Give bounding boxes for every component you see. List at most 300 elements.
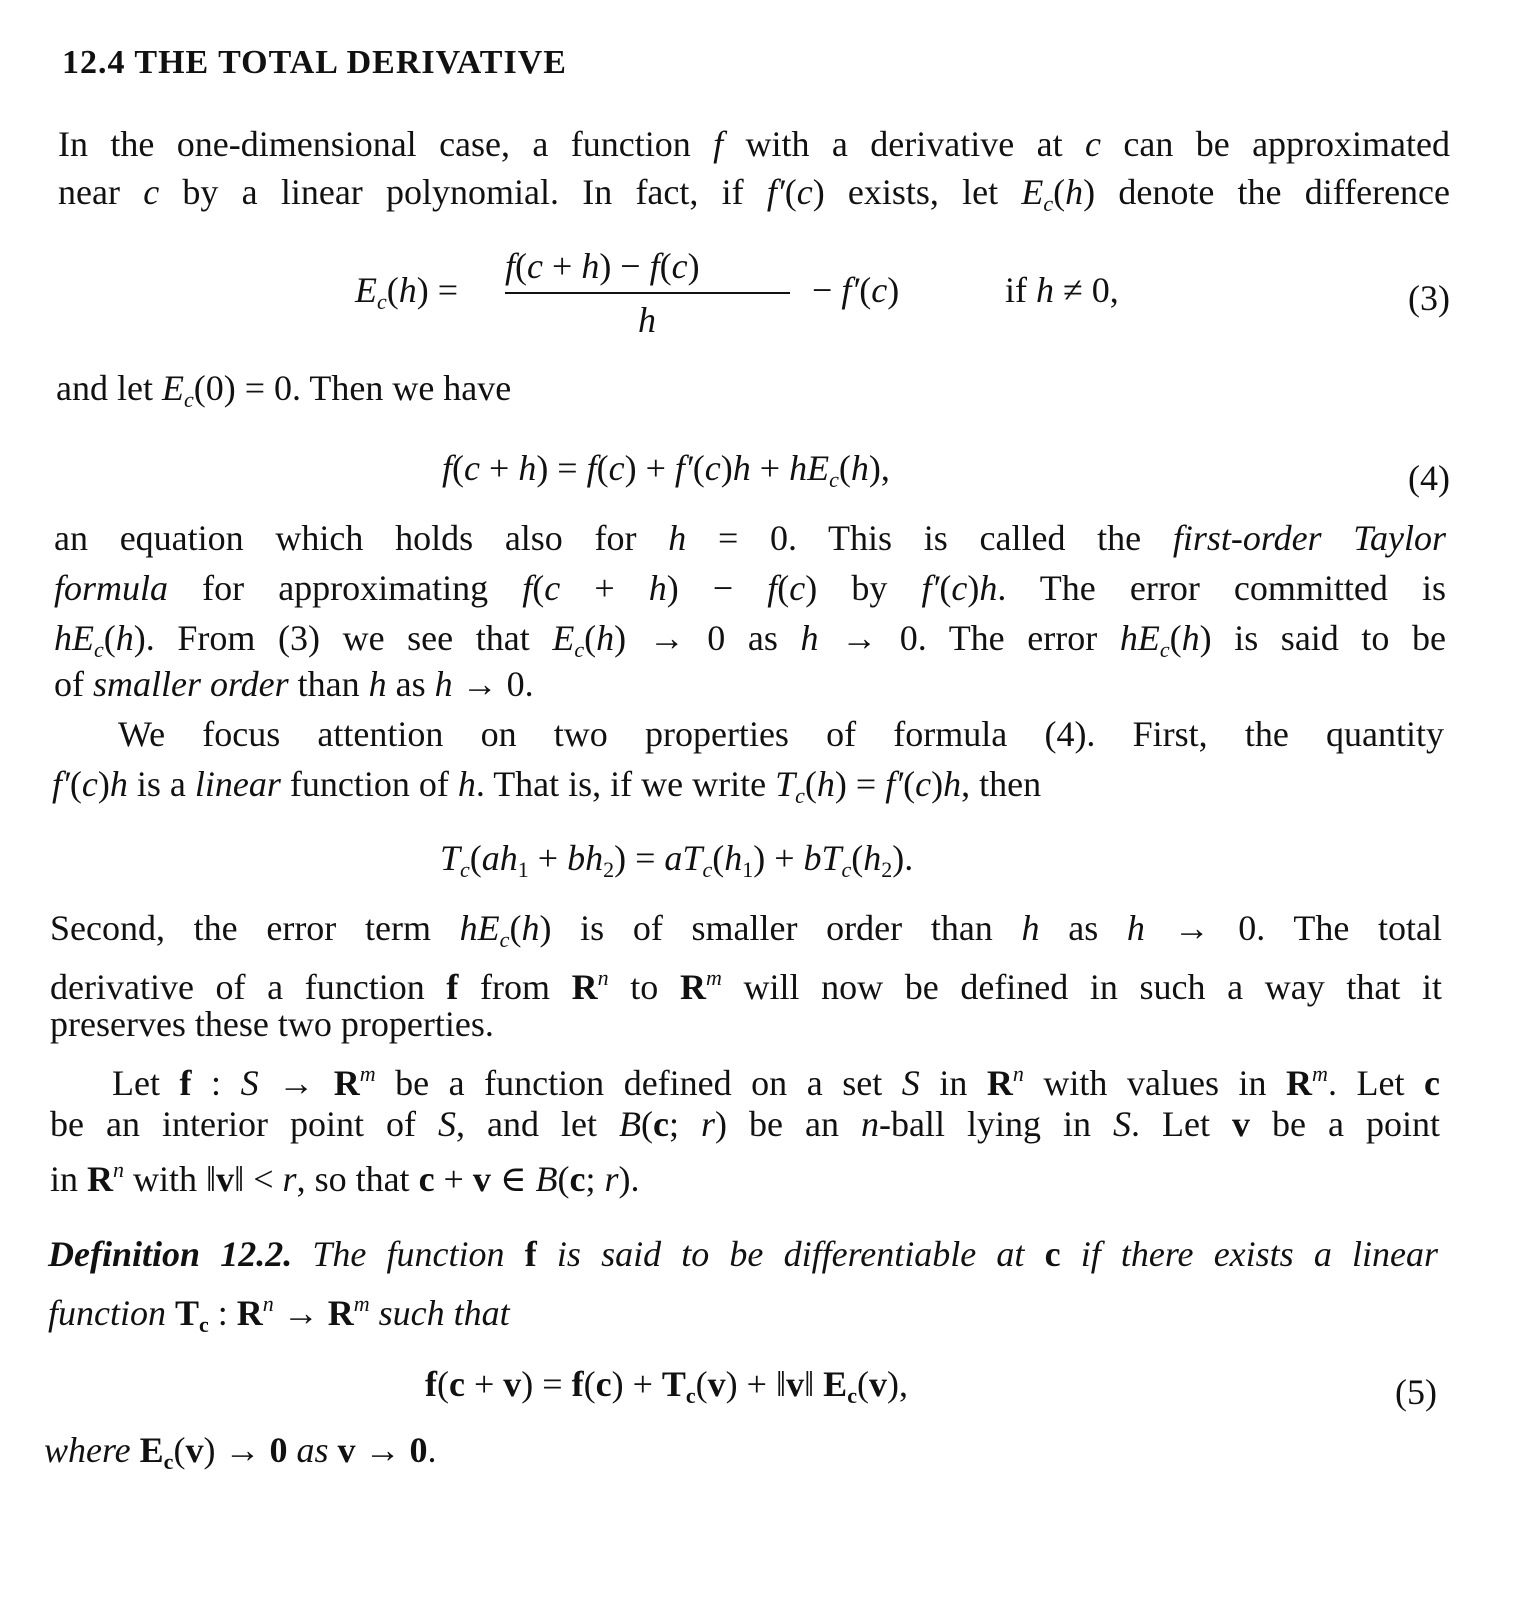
text-segment: an equation which holds also for bbox=[54, 518, 669, 558]
text-segment: function bbox=[48, 1293, 175, 1333]
text-segment: ) exists, let bbox=[812, 172, 1022, 212]
text-segment: f bbox=[446, 967, 459, 1007]
text-segment: + bbox=[543, 246, 582, 286]
text-segment: v bbox=[185, 1430, 204, 1470]
text-segment: c bbox=[595, 1364, 612, 1404]
text-segment: from bbox=[458, 967, 572, 1007]
text-segment: ) be an bbox=[714, 1104, 861, 1144]
text-segment: → bbox=[258, 1063, 334, 1103]
text-segment: be an interior point of bbox=[50, 1104, 438, 1144]
text-segment: h bbox=[521, 908, 540, 948]
text-segment: v bbox=[707, 1364, 726, 1404]
definition-line bbox=[44, 1428, 436, 1484]
text-segment: ( bbox=[712, 838, 725, 878]
text-segment: S bbox=[901, 1063, 920, 1103]
text-segment: n bbox=[113, 1157, 125, 1182]
text-segment: f bbox=[586, 448, 597, 488]
text-segment: h bbox=[863, 838, 882, 878]
text-segment: E bbox=[823, 1364, 848, 1404]
text-segment: T bbox=[775, 764, 796, 804]
text-segment: ( bbox=[851, 838, 864, 878]
text-segment: − bbox=[812, 270, 842, 310]
text-segment: ) bbox=[967, 568, 980, 608]
text-segment: ( bbox=[903, 764, 916, 804]
text-segment: if bbox=[1005, 270, 1036, 310]
text-segment: be a function defined on a set bbox=[375, 1063, 902, 1103]
text-line bbox=[50, 1102, 1440, 1146]
equation-3-numerator bbox=[505, 244, 700, 288]
text-segment: f′ bbox=[766, 172, 785, 212]
text-segment: ( bbox=[452, 448, 465, 488]
text-line bbox=[54, 516, 1446, 560]
text-segment: : bbox=[208, 1293, 237, 1333]
text-segment: h bbox=[457, 764, 476, 804]
text-line bbox=[52, 762, 1041, 818]
text-segment: , and let bbox=[455, 1104, 619, 1144]
text-segment: ( bbox=[692, 448, 705, 488]
text-segment: will now be defined in such a way that it bbox=[721, 967, 1443, 1007]
text-segment: ). bbox=[892, 838, 914, 878]
text-segment: c bbox=[685, 1383, 696, 1408]
text-segment: 1 bbox=[742, 857, 754, 882]
text-segment: n bbox=[860, 1104, 879, 1144]
text-segment: c bbox=[652, 1104, 669, 1144]
text-line bbox=[58, 122, 1450, 166]
equation-3-denominator bbox=[638, 298, 656, 342]
text-segment: → bbox=[273, 1293, 328, 1333]
text-segment: in bbox=[50, 1159, 88, 1199]
text-segment: c bbox=[464, 448, 480, 488]
text-segment: . That is, if we write bbox=[475, 764, 776, 804]
text-segment: R bbox=[87, 1159, 114, 1199]
text-segment: Definition 12.2. bbox=[48, 1234, 293, 1274]
text-segment: f′ bbox=[674, 448, 693, 488]
text-segment: f′ bbox=[841, 270, 860, 310]
text-line bbox=[58, 170, 1450, 226]
text-segment: ) + bbox=[611, 1364, 662, 1404]
text-segment: c bbox=[1424, 1063, 1440, 1103]
text-segment: hE bbox=[1119, 618, 1160, 658]
text-segment: v bbox=[472, 1159, 491, 1199]
text-segment: where bbox=[44, 1430, 140, 1470]
text-segment: h bbox=[109, 764, 128, 804]
text-segment: h bbox=[596, 618, 615, 658]
text-segment: f bbox=[505, 246, 516, 286]
text-segment: c bbox=[789, 568, 806, 608]
text-segment: c bbox=[418, 1159, 435, 1199]
text-segment: E bbox=[161, 368, 184, 408]
text-segment: ) − bbox=[666, 568, 768, 608]
text-segment: ( bbox=[804, 764, 817, 804]
text-segment: ( bbox=[437, 1364, 449, 1404]
text-segment: with a derivative at bbox=[723, 124, 1085, 164]
text-segment: with values in bbox=[1023, 1063, 1287, 1103]
text-line bbox=[50, 1002, 494, 1046]
text-segment: ) bbox=[931, 764, 944, 804]
text-segment: f bbox=[767, 568, 778, 608]
text-segment: n bbox=[597, 965, 609, 990]
text-segment: v bbox=[868, 1364, 887, 1404]
text-segment: f′ bbox=[885, 764, 904, 804]
text-line bbox=[54, 662, 534, 706]
text-segment: c bbox=[871, 270, 888, 310]
text-segment: linear bbox=[194, 764, 281, 804]
text-segment: m bbox=[1312, 1061, 1328, 1086]
text-segment: ( bbox=[584, 618, 597, 658]
text-segment: h bbox=[732, 448, 751, 488]
definition-line bbox=[48, 1282, 510, 1347]
text-segment: (0) = 0. Then we have bbox=[193, 368, 512, 408]
definition-line bbox=[48, 1232, 1438, 1276]
text-segment: c bbox=[527, 246, 543, 286]
text-segment: c bbox=[569, 1159, 586, 1199]
text-segment: c bbox=[199, 1312, 209, 1337]
equation-number: (5) bbox=[1395, 1372, 1437, 1412]
text-segment: hE bbox=[789, 448, 830, 488]
text-segment: c bbox=[796, 172, 813, 212]
text-segment: hE bbox=[459, 908, 500, 948]
text-segment: f bbox=[571, 1364, 584, 1404]
text-segment: ) is said to be bbox=[1199, 618, 1446, 658]
text-segment: c bbox=[951, 568, 968, 608]
text-segment: R bbox=[327, 1293, 354, 1333]
text-segment: near bbox=[58, 172, 144, 212]
section-heading: 12.4 THE TOTAL DERIVATIVE bbox=[62, 44, 567, 81]
text-segment: ( bbox=[640, 1104, 653, 1144]
text-segment: R bbox=[571, 967, 598, 1007]
equation-4 bbox=[442, 446, 890, 502]
text-segment: ) → 0 as bbox=[614, 618, 801, 658]
text-segment: c bbox=[795, 783, 805, 808]
text-segment: R bbox=[236, 1293, 263, 1333]
text-segment: h bbox=[518, 448, 537, 488]
text-segment: ( bbox=[583, 1364, 596, 1404]
text-segment: ; bbox=[668, 1104, 701, 1144]
text-segment: , then bbox=[961, 764, 1042, 804]
text-segment: ) bbox=[720, 448, 733, 488]
text-segment: n bbox=[1012, 1061, 1024, 1086]
text-segment: f bbox=[442, 448, 453, 488]
text-segment: f bbox=[713, 124, 724, 164]
text-segment: by a linear polynomial. In fact, if bbox=[159, 172, 767, 212]
text-segment: c bbox=[1043, 191, 1054, 216]
text-segment: as bbox=[1039, 908, 1127, 948]
text-segment: h bbox=[638, 300, 656, 340]
text-segment: ; bbox=[585, 1159, 605, 1199]
text-segment: h bbox=[979, 568, 998, 608]
text-segment: c bbox=[829, 467, 839, 492]
text-segment: c bbox=[449, 1364, 465, 1404]
text-segment: Second, the error term bbox=[50, 908, 460, 948]
text-segment: h bbox=[648, 568, 667, 608]
text-segment: formula bbox=[54, 568, 169, 608]
text-segment: 0 bbox=[269, 1430, 288, 1470]
text-segment: . The error committed is bbox=[997, 568, 1446, 608]
text-segment: and let bbox=[56, 368, 162, 408]
text-segment: hE bbox=[54, 618, 94, 658]
text-segment: f′ bbox=[921, 568, 940, 608]
text-segment: S bbox=[1112, 1104, 1131, 1144]
text-segment: to bbox=[608, 967, 680, 1007]
text-segment: ) bbox=[887, 270, 900, 310]
text-segment: + bbox=[480, 448, 519, 488]
text-segment: if there exists a linear bbox=[1060, 1234, 1439, 1274]
text-segment: c bbox=[1084, 124, 1101, 164]
text-segment: T bbox=[174, 1293, 199, 1333]
text-segment: is said to be differentiable at bbox=[536, 1234, 1045, 1274]
text-segment: m bbox=[353, 1291, 370, 1316]
text-segment: R bbox=[679, 967, 706, 1007]
text-segment: E bbox=[355, 270, 377, 310]
equation-3-condition bbox=[1005, 268, 1119, 312]
text-segment: h bbox=[850, 448, 869, 488]
equation-5 bbox=[425, 1362, 908, 1418]
text-line bbox=[112, 1052, 1440, 1105]
text-segment: + bbox=[560, 568, 649, 608]
text-segment: ( bbox=[103, 618, 116, 658]
text-segment: S bbox=[240, 1063, 259, 1103]
text-segment: B bbox=[618, 1104, 641, 1144]
text-segment: T bbox=[440, 838, 461, 878]
text-segment: r bbox=[604, 1159, 619, 1199]
text-segment: ), bbox=[868, 448, 890, 488]
text-segment: ( bbox=[1053, 172, 1066, 212]
text-segment: → bbox=[355, 1430, 410, 1470]
text-segment: 2 bbox=[881, 857, 893, 882]
text-segment: c bbox=[499, 927, 510, 952]
text-segment: E bbox=[139, 1430, 164, 1470]
text-segment: ) + bbox=[753, 838, 804, 878]
text-segment: . bbox=[427, 1430, 437, 1470]
text-segment: than bbox=[288, 664, 369, 704]
text-segment: We focus attention on two properties of formula (4). First, the quantity bbox=[118, 714, 1444, 754]
text-segment: ) + bbox=[624, 448, 675, 488]
equation-linearity bbox=[440, 836, 913, 892]
text-segment: The function bbox=[292, 1234, 525, 1274]
text-segment: E bbox=[552, 618, 575, 658]
text-segment: ) = bbox=[614, 838, 665, 878]
text-segment: ) bbox=[687, 246, 700, 286]
text-segment: ( bbox=[69, 764, 82, 804]
text-segment: c bbox=[847, 1383, 857, 1408]
text-segment: in bbox=[919, 1063, 987, 1103]
text-segment: ( bbox=[838, 448, 851, 488]
text-segment: ( bbox=[695, 1364, 708, 1404]
text-segment: c bbox=[377, 289, 387, 314]
text-segment: ) denote the difference bbox=[1083, 172, 1450, 212]
text-line bbox=[50, 906, 1442, 962]
text-segment: . Let bbox=[1327, 1063, 1424, 1103]
text-segment: r bbox=[282, 1159, 297, 1199]
text-segment: ( bbox=[469, 838, 482, 878]
text-segment: f bbox=[522, 568, 533, 608]
text-segment: 0 bbox=[409, 1430, 428, 1470]
text-segment: ( bbox=[596, 448, 609, 488]
text-segment: as bbox=[386, 664, 435, 704]
text-segment: h bbox=[668, 518, 687, 558]
text-line bbox=[118, 712, 1444, 756]
text-segment: m bbox=[359, 1061, 376, 1086]
text-segment: ‖ < bbox=[234, 1159, 283, 1199]
text-segment: f bbox=[179, 1063, 192, 1103]
text-segment: h bbox=[398, 270, 417, 310]
text-segment: B bbox=[535, 1159, 558, 1199]
text-segment: c bbox=[143, 172, 160, 212]
text-segment: c bbox=[81, 764, 98, 804]
text-segment: h bbox=[943, 764, 962, 804]
text-segment: c bbox=[608, 448, 625, 488]
text-segment: h bbox=[1021, 908, 1040, 948]
text-segment: h bbox=[368, 664, 387, 704]
text-segment: v bbox=[503, 1364, 522, 1404]
text-segment: ( bbox=[557, 1159, 570, 1199]
text-segment: h bbox=[1036, 270, 1054, 310]
text-segment: of bbox=[54, 664, 93, 704]
text-segment: v bbox=[786, 1364, 805, 1404]
text-segment: ( bbox=[386, 270, 399, 310]
text-segment: v bbox=[216, 1159, 235, 1199]
text-segment: R bbox=[986, 1063, 1013, 1103]
text-segment: ) − bbox=[599, 246, 650, 286]
text-segment: m bbox=[705, 965, 722, 990]
text-line bbox=[54, 566, 1446, 610]
text-segment: preserves these two properties. bbox=[50, 1004, 494, 1044]
fraction-bar bbox=[505, 292, 790, 294]
text-segment: can be approximated bbox=[1100, 124, 1450, 164]
text-segment: h bbox=[1126, 908, 1145, 948]
equation-number: (3) bbox=[1408, 278, 1450, 318]
text-segment: + bbox=[528, 838, 568, 878]
text-segment: f bbox=[524, 1234, 537, 1274]
text-segment: . Let bbox=[1130, 1104, 1232, 1144]
text-segment: smaller order bbox=[93, 664, 289, 704]
text-segment: c bbox=[544, 568, 561, 608]
text-segment: v bbox=[1231, 1104, 1250, 1144]
text-segment: such that bbox=[369, 1293, 510, 1333]
text-segment: r bbox=[700, 1104, 715, 1144]
text-segment: c bbox=[1044, 1234, 1061, 1274]
text-segment: c bbox=[702, 857, 713, 882]
text-segment: h bbox=[800, 618, 819, 658]
text-segment: derivative of a function bbox=[50, 967, 447, 1007]
text-segment: n bbox=[262, 1291, 274, 1316]
text-segment: c bbox=[841, 857, 852, 882]
text-segment: ) + ‖ bbox=[725, 1364, 787, 1404]
text-segment: ( bbox=[939, 568, 952, 608]
text-segment: ) by bbox=[805, 568, 922, 608]
text-segment: In the one-dimensional case, a function bbox=[58, 124, 714, 164]
text-segment: → 0. The error bbox=[818, 618, 1120, 658]
text-segment: ) bbox=[97, 764, 110, 804]
text-segment: + bbox=[750, 448, 790, 488]
text-segment: ) → bbox=[203, 1430, 270, 1470]
text-segment: bT bbox=[803, 838, 842, 878]
text-segment: c bbox=[574, 637, 585, 662]
text-segment: h bbox=[1181, 618, 1200, 658]
text-segment: h bbox=[1065, 172, 1084, 212]
equation-number: (4) bbox=[1408, 458, 1450, 498]
text-segment: ( bbox=[532, 568, 545, 608]
text-segment: f bbox=[425, 1364, 437, 1404]
text-segment: f bbox=[649, 246, 660, 286]
text-segment: ≠ 0, bbox=[1054, 270, 1119, 310]
text-segment: + bbox=[464, 1364, 504, 1404]
text-segment: h bbox=[816, 764, 835, 804]
text-segment: ) is of smaller order than bbox=[539, 908, 1022, 948]
text-segment: aT bbox=[664, 838, 703, 878]
text-segment: R bbox=[1286, 1063, 1313, 1103]
text-segment: first-order Taylor bbox=[1172, 518, 1446, 558]
text-segment: 2 bbox=[603, 857, 615, 882]
text-segment: h bbox=[724, 838, 743, 878]
text-segment: ) = bbox=[521, 1364, 572, 1404]
text-segment: + bbox=[434, 1159, 473, 1199]
text-segment: with ‖ bbox=[124, 1159, 217, 1199]
text-segment: : bbox=[191, 1063, 241, 1103]
text-segment: c bbox=[915, 764, 932, 804]
text-segment: ( bbox=[173, 1430, 186, 1470]
text-segment: is a bbox=[127, 764, 195, 804]
text-segment: -ball lying in bbox=[878, 1104, 1113, 1144]
text-segment: c bbox=[460, 857, 470, 882]
text-segment: ) = bbox=[536, 448, 587, 488]
text-segment: ( bbox=[515, 246, 528, 286]
text-segment: c bbox=[163, 1449, 174, 1474]
text-segment: ) = bbox=[416, 270, 459, 310]
text-line bbox=[56, 366, 511, 422]
text-segment: c bbox=[183, 387, 194, 412]
text-segment: ( bbox=[509, 908, 522, 948]
text-segment: → 0. The total bbox=[1144, 908, 1442, 948]
text-segment: h bbox=[434, 664, 453, 704]
text-segment: T bbox=[661, 1364, 686, 1404]
text-segment: for approximating bbox=[168, 568, 523, 608]
text-segment: ( bbox=[659, 246, 672, 286]
text-segment: ( bbox=[856, 1364, 869, 1404]
text-segment: ( bbox=[784, 172, 797, 212]
text-segment: c bbox=[94, 637, 104, 662]
text-segment: ) = bbox=[834, 764, 886, 804]
text-segment: f′ bbox=[52, 764, 70, 804]
text-segment: R bbox=[333, 1063, 360, 1103]
text-segment: ( bbox=[1169, 618, 1182, 658]
text-segment: ( bbox=[777, 568, 790, 608]
text-line bbox=[50, 1148, 640, 1201]
text-segment: S bbox=[437, 1104, 456, 1144]
text-segment: ( bbox=[859, 270, 872, 310]
text-segment: , so that bbox=[296, 1159, 419, 1199]
text-segment: function of bbox=[280, 764, 458, 804]
text-segment: v bbox=[337, 1430, 356, 1470]
text-segment: E bbox=[1021, 172, 1044, 212]
text-segment: Let bbox=[112, 1063, 180, 1103]
text-segment: c bbox=[1159, 637, 1170, 662]
text-segment: 1 bbox=[517, 857, 529, 882]
text-segment: ), bbox=[886, 1364, 908, 1404]
text-segment: be a point bbox=[1249, 1104, 1440, 1144]
text-segment: c bbox=[671, 246, 688, 286]
text-segment: c bbox=[704, 448, 721, 488]
text-segment: ∈ bbox=[490, 1159, 536, 1199]
text-segment: h bbox=[581, 246, 600, 286]
text-segment: as bbox=[287, 1430, 338, 1470]
text-segment: h bbox=[115, 618, 134, 658]
text-segment: ). From (3) we see that bbox=[133, 618, 553, 658]
text-segment: = 0. This is called the bbox=[686, 518, 1173, 558]
text-segment: ah bbox=[481, 838, 518, 878]
text-segment: → 0. bbox=[452, 664, 534, 704]
text-segment: ). bbox=[618, 1159, 640, 1199]
